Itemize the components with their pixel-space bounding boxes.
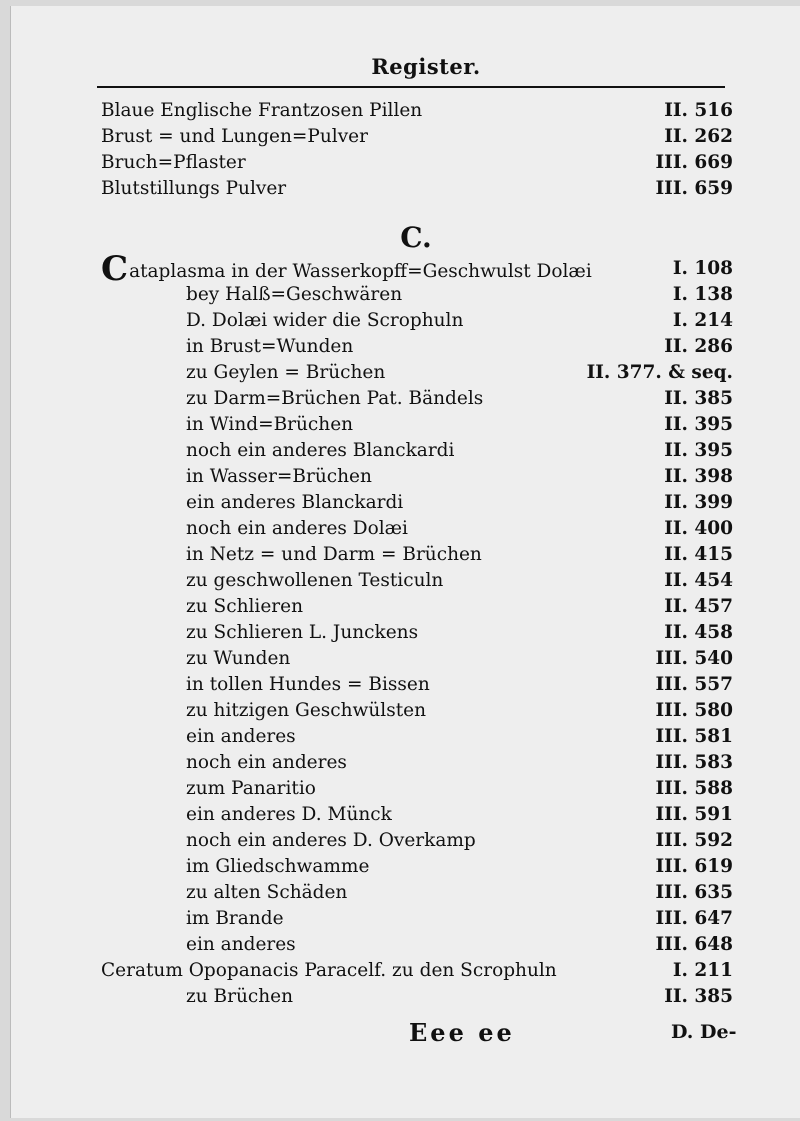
entry-page-ref: III. 580: [655, 700, 733, 721]
index-entry: [186, 516, 733, 542]
entry-page-ref: II. 262: [664, 126, 733, 147]
entry-page-ref: III. 648: [655, 934, 733, 955]
entry-page-ref: II. 400: [664, 518, 733, 539]
entry-label: in tollen Hundes = Bissen: [186, 674, 430, 695]
entry-label: in Netz = und Darm = Brüchen: [186, 544, 482, 565]
index-entry: [186, 464, 733, 490]
entry-page-ref: III. 581: [655, 726, 733, 747]
entry-page-ref: III. 592: [655, 830, 733, 851]
index-entry: [186, 672, 733, 698]
entry-label: [101, 249, 592, 289]
book-page: [10, 6, 800, 1118]
entry-label: noch ein anderes D. Overkamp: [186, 830, 476, 851]
entry-page-ref: III. 647: [655, 908, 733, 929]
entry-page-ref: II. 458: [664, 622, 733, 643]
entry-label: Blaue Englische Frantzosen Pillen: [101, 100, 423, 121]
index-entry: [186, 360, 733, 386]
entry-label: zum Panaritio: [186, 778, 316, 799]
entry-label: D. Dolæi wider die Scrophuln: [186, 310, 464, 331]
entry-page-ref: I. 138: [672, 284, 733, 305]
entry-label: zu geschwollenen Testiculn: [186, 570, 444, 591]
index-entry: [186, 698, 733, 724]
entry-page-ref: I. 108: [672, 258, 733, 279]
entry-label: ein anderes: [186, 934, 296, 955]
entry-label: zu Wunden: [186, 648, 291, 669]
index-entry-ceratum: [101, 958, 733, 984]
page-title: Register.: [371, 54, 481, 79]
index-entry: [186, 932, 733, 958]
entry-page-ref: III. 557: [655, 674, 733, 695]
entry-label: noch ein anderes: [186, 752, 347, 773]
drop-cap: C: [101, 249, 129, 289]
entry-page-ref: III. 669: [655, 152, 733, 173]
catchword: D. De-: [671, 1021, 737, 1043]
index-entry: [186, 438, 733, 464]
entry-label: ein anderes Blanckardi: [186, 492, 404, 513]
entry-label: zu Schlieren L. Junckens: [186, 622, 419, 643]
entry-page-ref: II. 454: [664, 570, 733, 591]
entry-page-ref: II. 377. & seq.: [586, 362, 733, 383]
entry-label: zu hitzigen Geschwülsten: [186, 700, 427, 721]
entry-label: Brust = und Lungen=Pulver: [101, 126, 368, 147]
entry-page-ref: III. 635: [655, 882, 733, 903]
entry-page-ref: II. 457: [664, 596, 733, 617]
index-entry: [101, 98, 733, 124]
index-entry: [186, 880, 733, 906]
index-entry: [186, 750, 733, 776]
index-entry: [186, 308, 733, 334]
entry-label: Bruch=Pflaster: [101, 152, 246, 173]
index-entry: [186, 568, 733, 594]
entry-label: noch ein anderes Blanckardi: [186, 440, 455, 461]
index-entry: [101, 150, 733, 176]
entry-page-ref: III. 583: [655, 752, 733, 773]
index-entry: [186, 776, 733, 802]
entry-label: im Brande: [186, 908, 284, 929]
index-entry: [186, 828, 733, 854]
signature-mark: Eee ee: [409, 1018, 515, 1047]
entry-page-ref: II. 385: [664, 986, 733, 1007]
index-entry: [186, 542, 733, 568]
entry-page-ref: II. 395: [664, 414, 733, 435]
entry-label: bey Halß=Geschwären: [186, 284, 403, 305]
entry-label-text: ataplasma in der Wasserkopff=Geschwulst Dolæi: [129, 261, 592, 282]
entry-page-ref: II. 395: [664, 440, 733, 461]
index-entry: [186, 282, 733, 308]
index-entry: [186, 490, 733, 516]
index-entry: [186, 984, 733, 1010]
index-entry: [101, 176, 733, 202]
index-entry: [186, 906, 733, 932]
entry-label: zu Geylen = Brüchen: [186, 362, 386, 383]
index-entry: [186, 854, 733, 880]
entry-label: im Gliedschwamme: [186, 856, 370, 877]
entry-page-ref: II. 385: [664, 388, 733, 409]
index-entry: [186, 724, 733, 750]
entry-page-ref: III. 588: [655, 778, 733, 799]
entry-label: noch ein anderes Dolæi: [186, 518, 408, 539]
entry-page-ref: II. 286: [664, 336, 733, 357]
entry-label: zu Schlieren: [186, 596, 303, 617]
index-entry: [186, 594, 733, 620]
index-entry: [186, 386, 733, 412]
index-entry: [186, 412, 733, 438]
entry-label: Ceratum Opopanacis Paracelf. zu den Scrophuln: [101, 960, 557, 981]
entry-page-ref: II. 516: [664, 100, 733, 121]
entry-label: in Wasser=Brüchen: [186, 466, 372, 487]
entry-label: zu alten Schäden: [186, 882, 348, 903]
entry-label: ein anderes D. Münck: [186, 804, 392, 825]
entry-page-ref: II. 399: [664, 492, 733, 513]
entry-label: in Brust=Wunden: [186, 336, 354, 357]
entry-page-ref: I. 214: [672, 310, 733, 331]
header-rule: [97, 86, 725, 88]
entry-page-ref: II. 415: [664, 544, 733, 565]
entry-page-ref: III. 619: [655, 856, 733, 877]
entry-label: in Wind=Brüchen: [186, 414, 354, 435]
entry-page-ref: III. 540: [655, 648, 733, 669]
index-entry-cataplasma: [101, 249, 733, 289]
index-entry: [186, 620, 733, 646]
entry-page-ref: III. 659: [655, 178, 733, 199]
entry-page-ref: I. 211: [672, 960, 733, 981]
section-letter: C.: [400, 221, 432, 254]
index-entry: [186, 646, 733, 672]
entry-label: zu Brüchen: [186, 986, 294, 1007]
entry-label: zu Darm=Brüchen Pat. Bändels: [186, 388, 484, 409]
entry-label: Blutstillungs Pulver: [101, 178, 287, 199]
index-entry: [101, 124, 733, 150]
index-entry: [186, 334, 733, 360]
entry-page-ref: III. 591: [655, 804, 733, 825]
index-entry: [186, 802, 733, 828]
entry-page-ref: II. 398: [664, 466, 733, 487]
entry-label: ein anderes: [186, 726, 296, 747]
